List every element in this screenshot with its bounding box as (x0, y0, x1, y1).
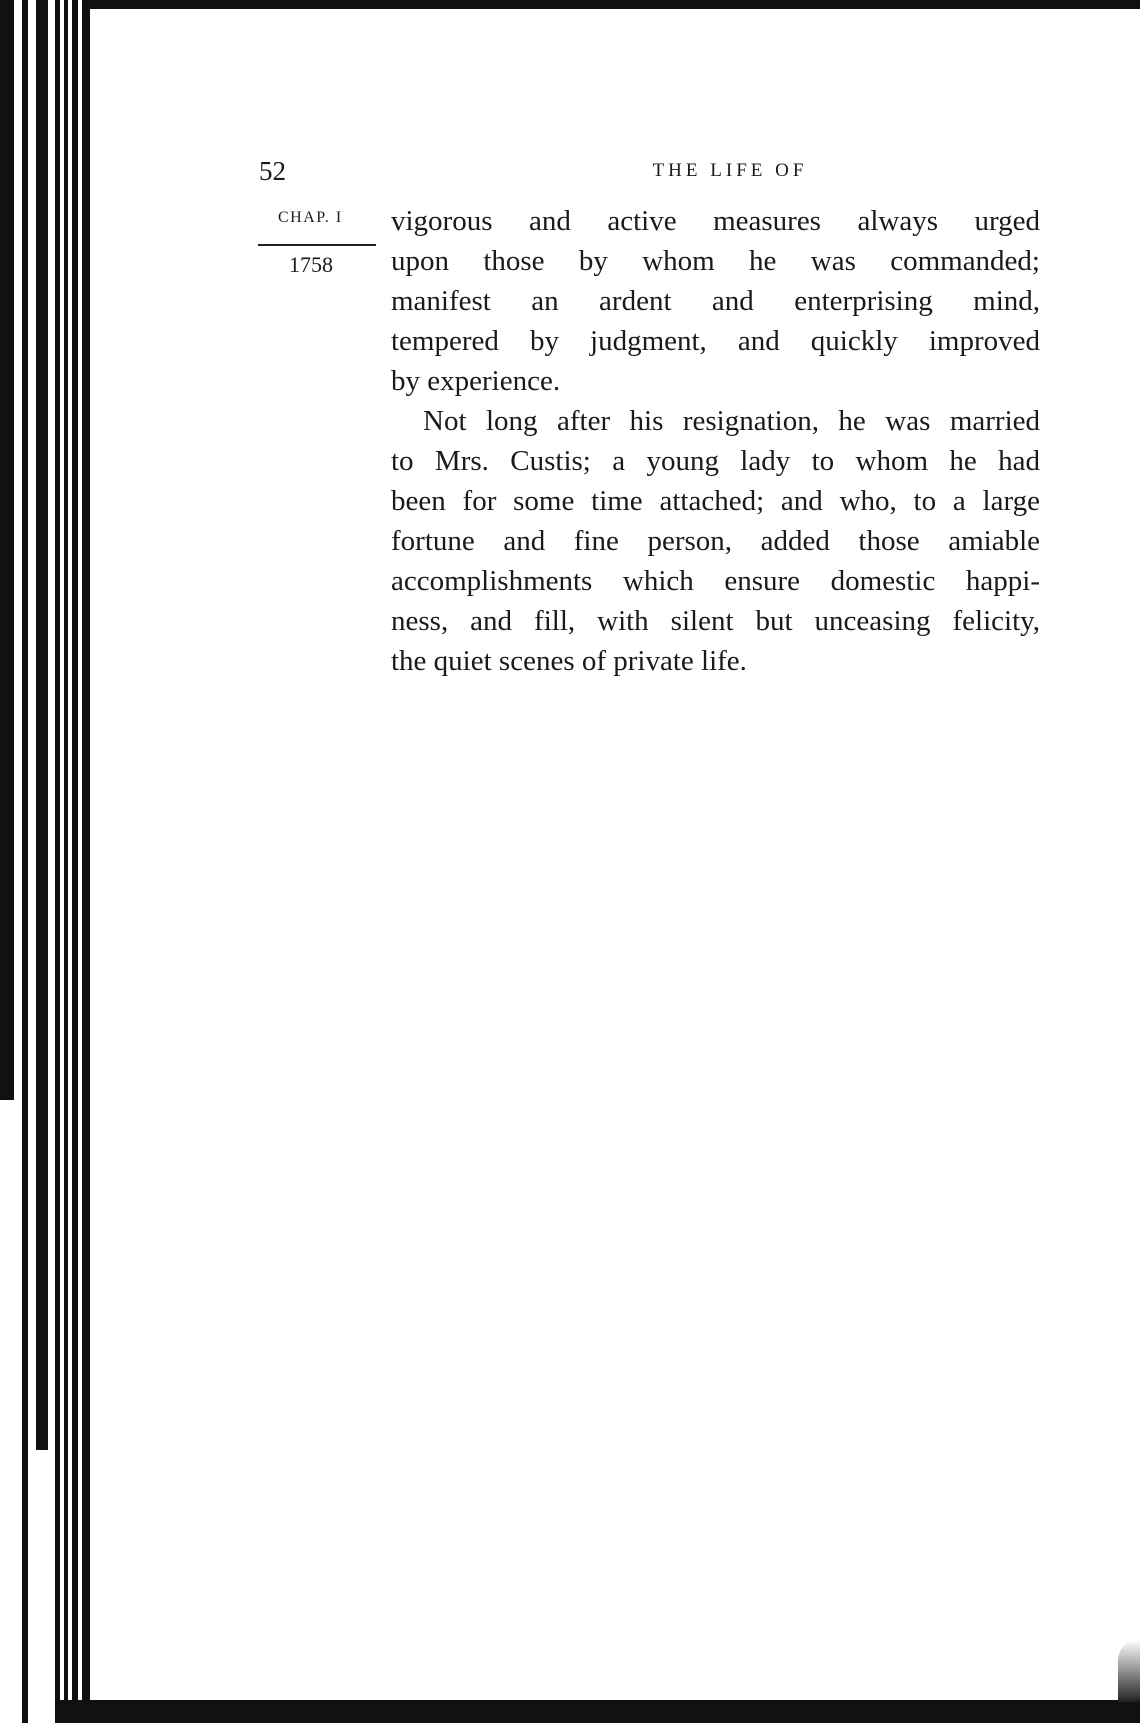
text-line: Not long after his resignation, he was married (423, 405, 1040, 437)
text-line: ness, and fill, with silent but unceasing felicity, (391, 605, 1040, 637)
page-top-edge (90, 0, 1140, 9)
text-line: manifest an ardent and enterprising mind, (391, 285, 1040, 317)
text-line: vigorous and active measures always urged (391, 205, 1040, 237)
page-number: 52 (259, 156, 286, 186)
text-line: tempered by judgment, and quickly improved (391, 325, 1040, 357)
running-head: THE LIFE OF (652, 160, 808, 181)
page-bottom-edge (60, 1700, 1140, 1723)
text-line: by experience. (391, 365, 561, 397)
text-line: been for some time attached; and who, to a large (391, 485, 1040, 517)
body-text (391, 201, 1040, 681)
margin-year-label: 1758 (289, 252, 333, 277)
page-corner-curl (1118, 1640, 1140, 1702)
margin-rule (258, 244, 376, 246)
text-line: upon those by whom he was commanded; (391, 245, 1040, 277)
text-line: the quiet scenes of private life. (391, 645, 747, 677)
text-line: accomplishments which ensure domestic happi- (391, 565, 1040, 597)
text-line: to Mrs. Custis; a young lady to whom he had (391, 445, 1040, 477)
text-line: fortune and fine person, added those amiable (391, 525, 1040, 557)
book-binding-edge (0, 0, 100, 1723)
margin-chapter-label: CHAP. I (278, 209, 343, 226)
